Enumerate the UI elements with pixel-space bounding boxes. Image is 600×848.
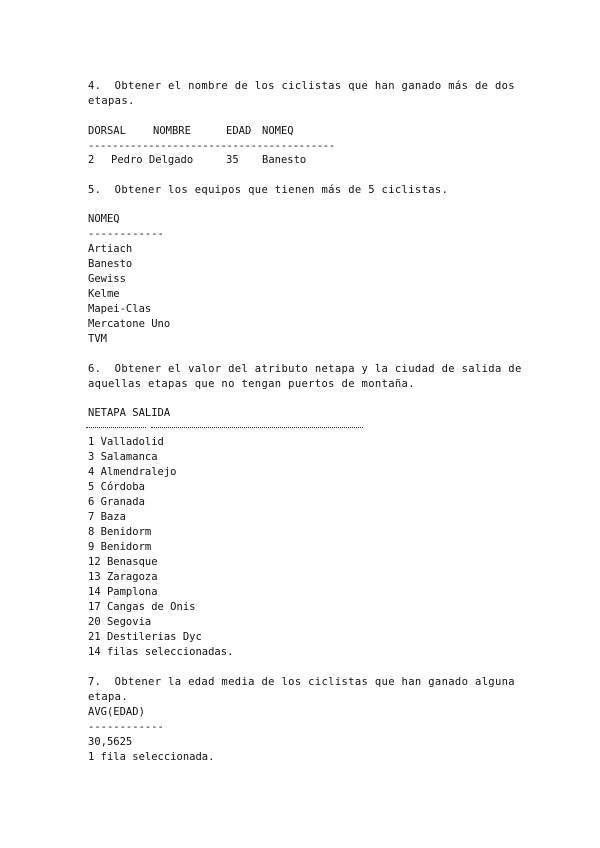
q6-row: 13 Zaragoza bbox=[88, 571, 158, 583]
q4-cell-nomeq: Banesto bbox=[262, 154, 307, 166]
q6-row: 21 Destilerias Dyc bbox=[88, 631, 202, 643]
q4-header-nomeq: NOMEQ bbox=[262, 125, 294, 137]
question-4-text-line1: 4. Obtener el nombre de los ciclistas que han ganado más de dos bbox=[88, 80, 515, 92]
q4-header-nombre: NOMBRE bbox=[153, 125, 191, 137]
q6-row: 12 Benasque bbox=[88, 556, 158, 568]
q6-row: 9 Benidorm bbox=[88, 541, 152, 553]
q6-row: 20 Segovia bbox=[88, 616, 152, 628]
q5-team-item: Banesto bbox=[88, 258, 133, 270]
q6-rule-salida bbox=[151, 427, 363, 428]
q7-rule: ------------ bbox=[88, 721, 164, 733]
q6-row: 1 Valladolid bbox=[88, 436, 164, 448]
q7-header: AVG(EDAD) bbox=[88, 706, 145, 718]
q6-row: 5 Córdoba bbox=[88, 481, 145, 493]
q5-team-item: Mapei-Clas bbox=[88, 303, 152, 315]
q6-rule-netapa bbox=[86, 427, 146, 428]
q4-rule: ----------------------------------------- bbox=[88, 140, 335, 152]
q5-team-item: Kelme bbox=[88, 288, 120, 300]
q6-row: 6 Granada bbox=[88, 496, 145, 508]
q4-cell-nombre: Pedro Delgado bbox=[111, 154, 194, 166]
q4-cell-edad: 35 bbox=[226, 154, 239, 166]
q6-row: 7 Baza bbox=[88, 511, 126, 523]
question-6-text-line1: 6. Obtener el valor del atributo netapa y la ciudad de salida de bbox=[88, 363, 522, 375]
q6-row: 17 Cangas de Onis bbox=[88, 601, 196, 613]
q5-team-item: TVM bbox=[88, 333, 107, 345]
q5-team-item: Gewiss bbox=[88, 273, 126, 285]
q6-row: 4 Almendralejo bbox=[88, 466, 177, 478]
question-7-text-line1: 7. Obtener la edad media de los ciclistas que han ganado alguna bbox=[88, 676, 515, 688]
q6-row: 3 Salamanca bbox=[88, 451, 158, 463]
q5-team-item: Artiach bbox=[88, 243, 133, 255]
question-4-text-line2: etapas. bbox=[88, 95, 135, 107]
q4-header-edad: EDAD bbox=[226, 125, 252, 137]
question-7-text-line2: etapa. bbox=[88, 691, 129, 703]
q6-row: 14 Pamplona bbox=[88, 586, 158, 598]
q6-header: NETAPA SALIDA bbox=[88, 407, 171, 419]
q7-value: 30,5625 bbox=[88, 736, 133, 748]
question-6-text-line2: aquellas etapas que no tengan puertos de montaña. bbox=[88, 378, 415, 390]
q4-cell-dorsal: 2 bbox=[88, 154, 95, 166]
q5-header: NOMEQ bbox=[88, 213, 120, 225]
q5-team-item: Mercatone Uno bbox=[88, 318, 171, 330]
q6-row: 8 Benidorm bbox=[88, 526, 152, 538]
q7-footer: 1 fila seleccionada. bbox=[88, 751, 215, 763]
question-5-text-line1: 5. Obtener los equipos que tienen más de 5 ciclistas. bbox=[88, 184, 449, 196]
q4-header-dorsal: DORSAL bbox=[88, 125, 126, 137]
q5-rule: ------------ bbox=[88, 228, 164, 240]
q6-footer: 14 filas seleccionadas. bbox=[88, 646, 234, 658]
